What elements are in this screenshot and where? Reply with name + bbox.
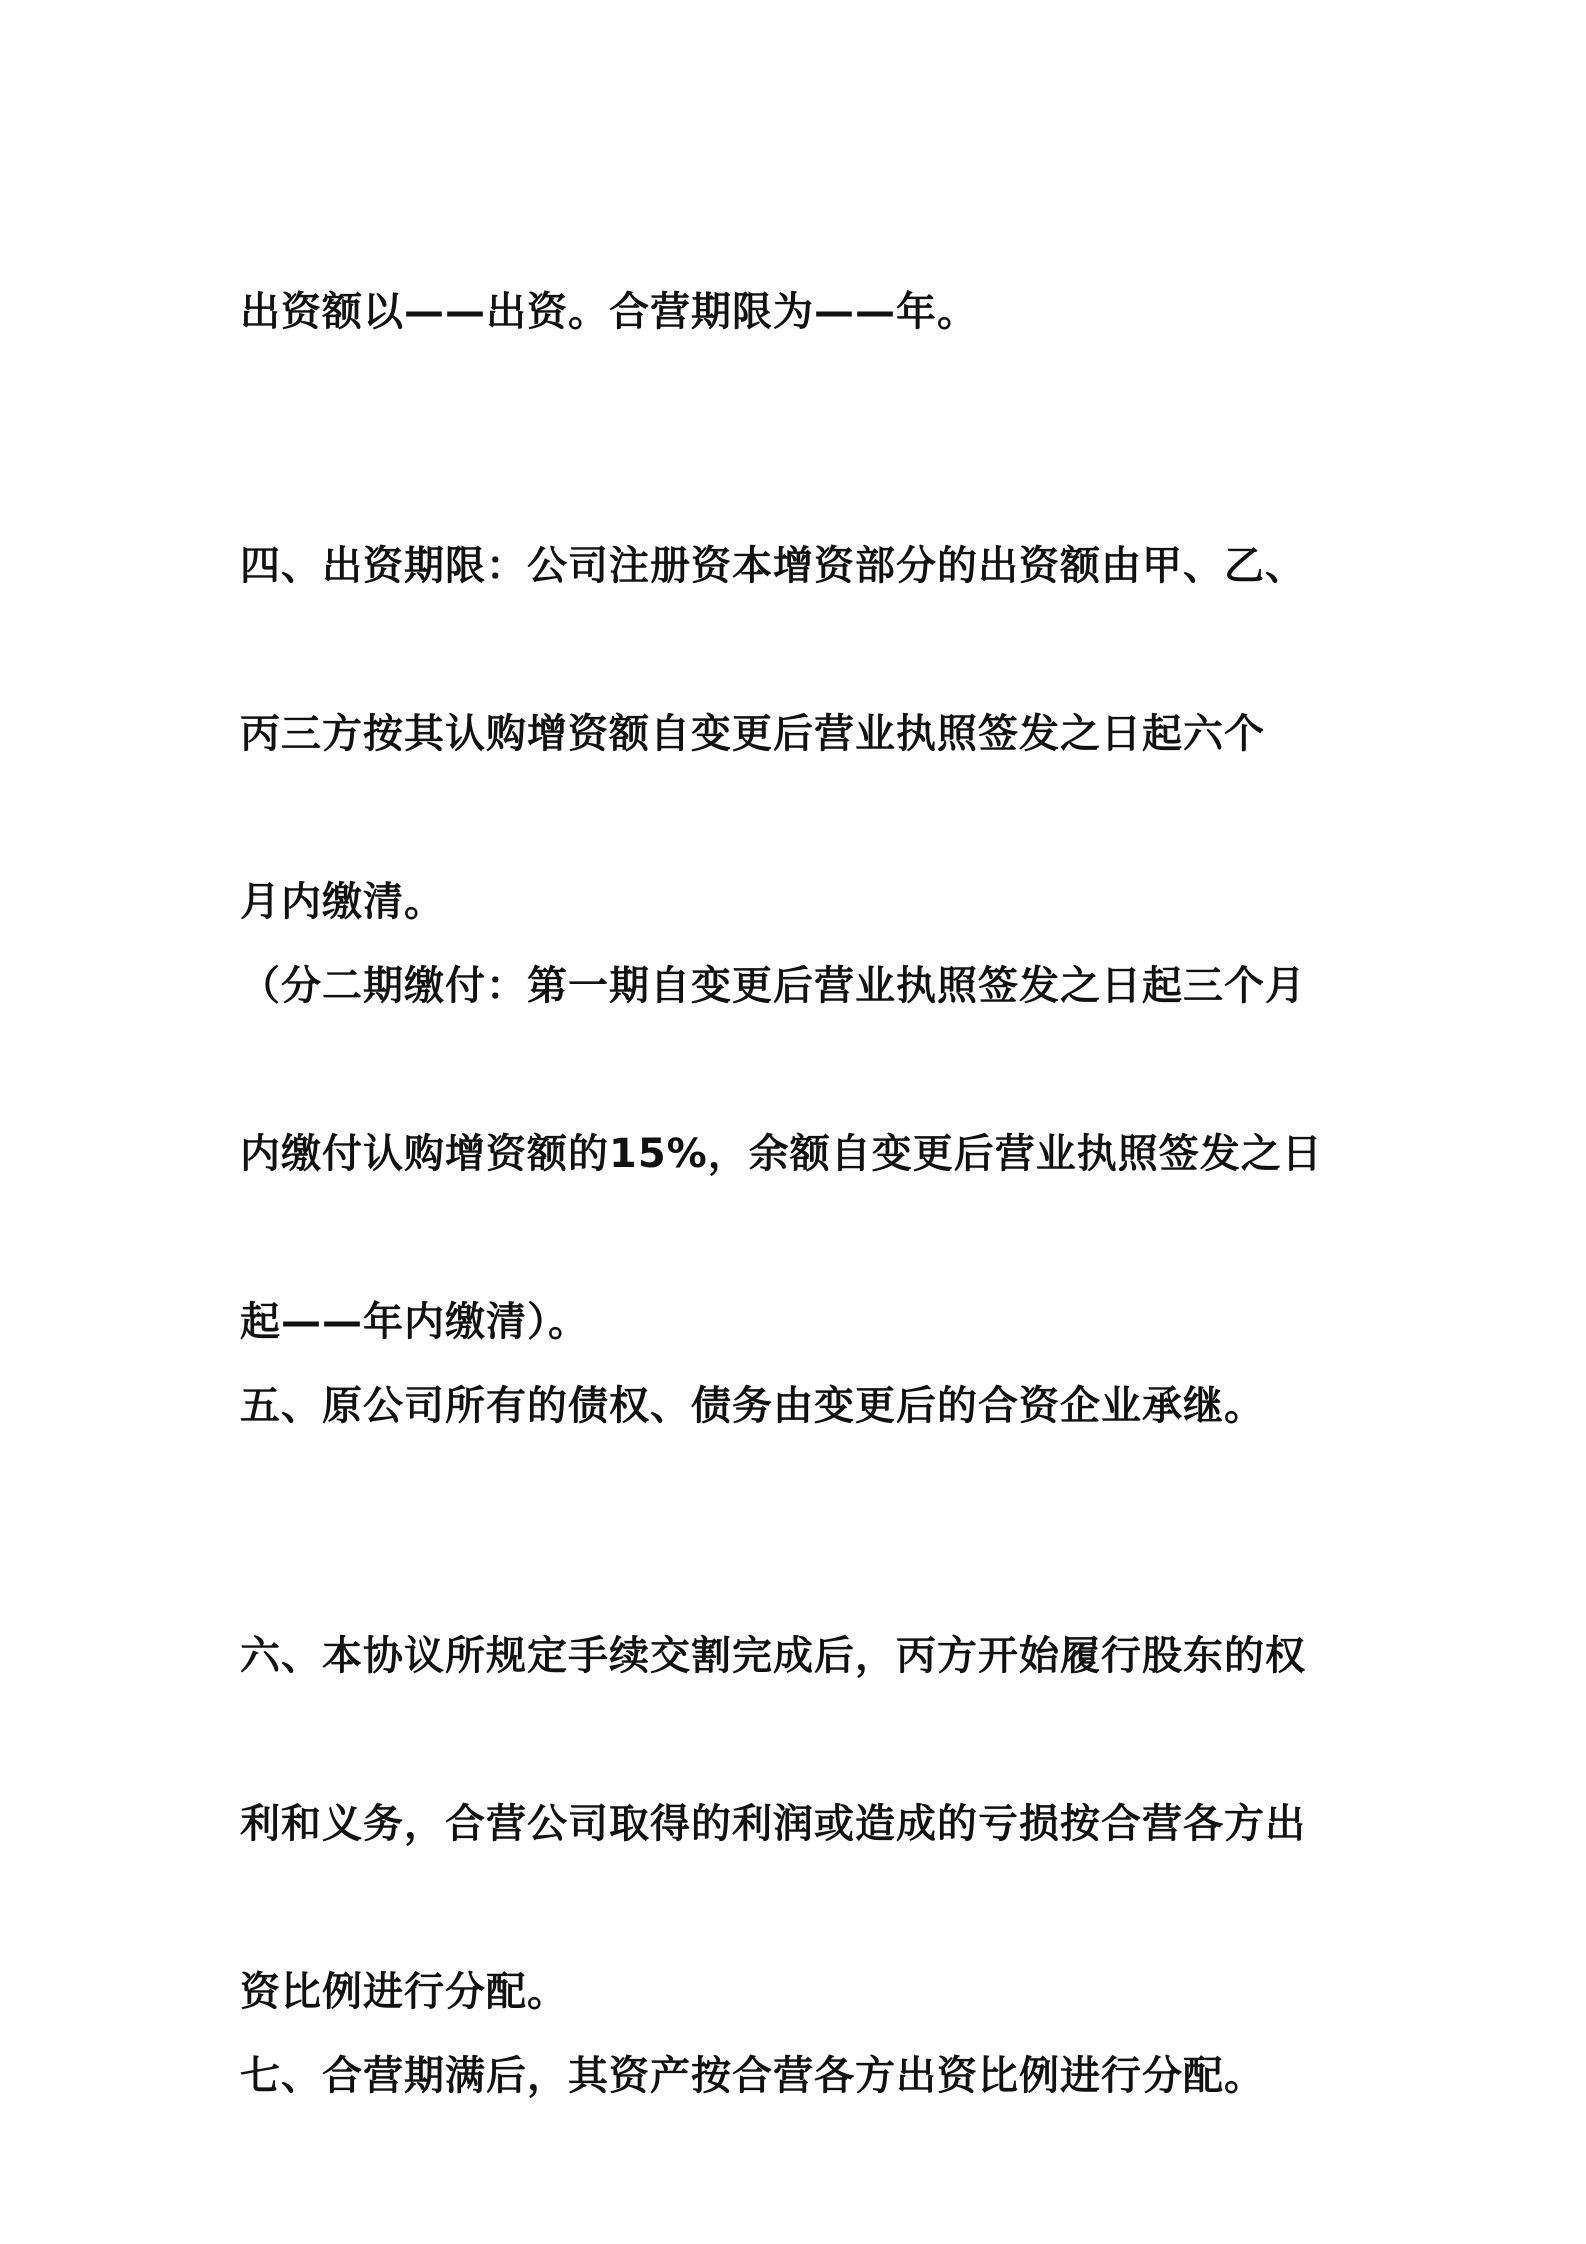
text-line: 六、本协议所规定手续交割完成后，丙方开始履行股东的权	[240, 1633, 1306, 1679]
text-line: 出资额以——出资。合营期限为——年。	[240, 289, 978, 335]
text-line: 丙三方按其认购增资额自变更后营业执照签发之日起六个	[240, 711, 1265, 757]
text-line: 资比例进行分配。	[240, 1969, 568, 2015]
text-line: 五、原公司所有的债权、债务由变更后的合资企业承继。	[240, 1383, 1265, 1429]
text-line: 起——年内缴清）。	[240, 1299, 589, 1345]
text-line: （分二期缴付：第一期自变更后营业执照签发之日起三个月	[240, 963, 1306, 1009]
text-line: 四、出资期限：公司注册资本增资部分的出资额由甲、乙、	[240, 543, 1306, 589]
text-line: 内缴付认购增资额的15%，余额自变更后营业执照签发之日	[240, 1131, 1323, 1177]
text-line: 利和义务，合营公司取得的利润或造成的亏损按合营各方出	[240, 1801, 1306, 1847]
paragraph-clause-seven-asset-distribution	[240, 1950, 1360, 2202]
paragraph-capital-and-term	[240, 186, 1360, 438]
text-line: 七、合营期满后，其资产按合营各方出资比例进行分配。	[240, 2053, 1265, 2099]
paragraph-clause-five-debts	[240, 1280, 1360, 1532]
text-line: 月内缴清。	[240, 879, 445, 925]
